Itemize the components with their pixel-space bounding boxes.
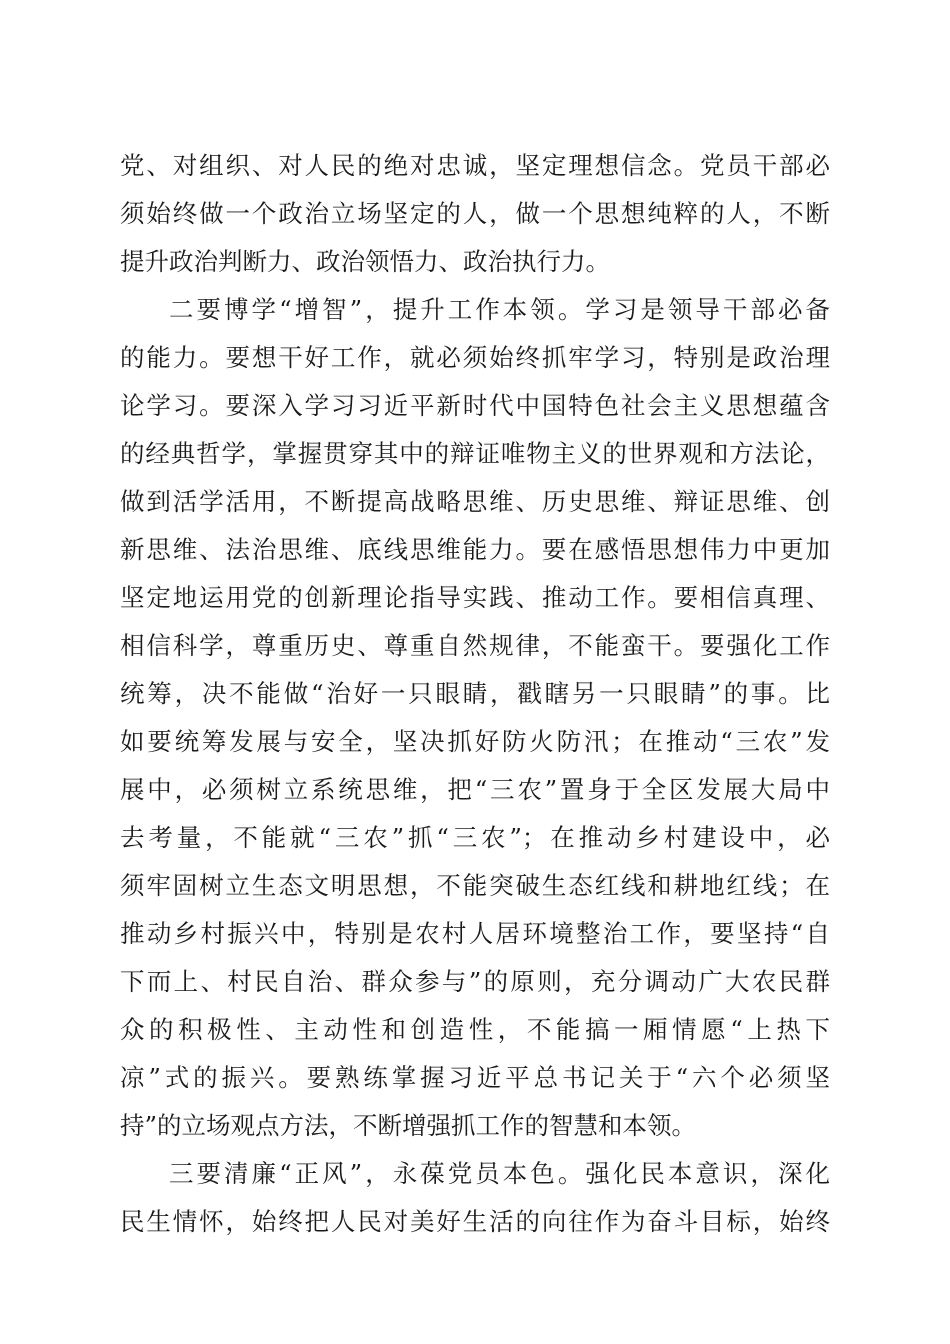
text-line: 的能力。要想干好工作，就必须始终抓牢学习，特别是政治理	[120, 343, 830, 372]
text-line: 做到活学活用，不断提高战略思维、历史思维、辩证思维、创	[120, 487, 830, 516]
paragraph-start-line: 二要博学“增智”，提升工作本领。学习是领导干部必备	[169, 295, 830, 324]
text-line: 党、对组织、对人民的绝对忠诚，坚定理想信念。党员干部必	[120, 151, 830, 180]
text-line: 论学习。要深入学习习近平新时代中国特色社会主义思想蕴含	[120, 391, 830, 420]
paragraph-start-line: 三要清廉“正风”，永葆党员本色。强化民本意识，深化	[169, 1159, 830, 1188]
text-line: 众的积极性、主动性和创造性，不能搞一厢情愿“上热下	[120, 1015, 830, 1044]
text-line: 统筹，决不能做“治好一只眼睛，戳瞎另一只眼睛”的事。比	[120, 679, 830, 708]
text-line: 须始终做一个政治立场坚定的人，做一个思想纯粹的人，不断	[120, 199, 830, 228]
text-line: 相信科学，尊重历史、尊重自然规律，不能蛮干。要强化工作	[120, 631, 830, 660]
text-line: 民生情怀，始终把人民对美好生活的向往作为奋斗目标，始终	[120, 1207, 830, 1236]
text-line: 持”的立场观点方法，不断增强抓工作的智慧和本领。	[120, 1111, 697, 1140]
text-line: 凉”式的振兴。要熟练掌握习近平总书记关于“六个必须坚	[120, 1063, 830, 1092]
text-line: 须牢固树立生态文明思想，不能突破生态红线和耕地红线；在	[120, 871, 830, 900]
document-body	[120, 142, 830, 1246]
text-line: 下而上、村民自治、群众参与”的原则，充分调动广大农民群	[120, 967, 830, 996]
text-line: 如要统筹发展与安全，坚决抓好防火防汛；在推动“三农”发	[120, 727, 830, 756]
text-line: 的经典哲学，掌握贯穿其中的辩证唯物主义的世界观和方法论，	[120, 439, 830, 468]
text-line: 新思维、法治思维、底线思维能力。要在感悟思想伟力中更加	[120, 535, 830, 564]
text-line: 去考量，不能就“三农”抓“三农”；在推动乡村建设中，必	[120, 823, 830, 852]
text-line: 坚定地运用党的创新理论指导实践、推动工作。要相信真理、	[120, 583, 830, 612]
text-line: 提升政治判断力、政治领悟力、政治执行力。	[120, 247, 610, 276]
text-line: 推动乡村振兴中，特别是农村人居环境整治工作，要坚持“自	[120, 919, 830, 948]
text-line: 展中，必须树立系统思维，把“三农”置身于全区发展大局中	[120, 775, 830, 804]
